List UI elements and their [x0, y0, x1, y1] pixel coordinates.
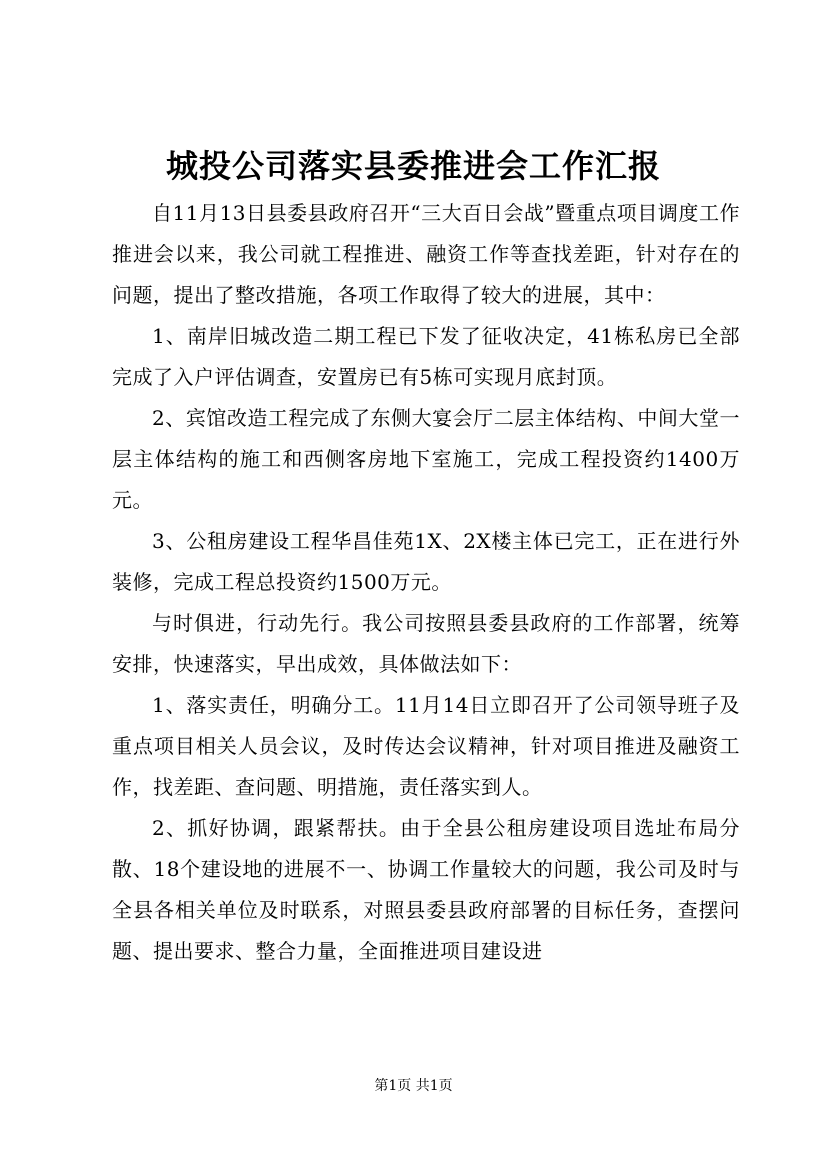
page-footer: 第1页 共1页: [374, 1078, 453, 1094]
paragraph-intro: 自11月13日县委县政府召开“三大百日会战”暨重点项目调度工作推进会以来，我公司就工程推进、融资工作等查找差距，针对存在的问题，提出了整改措施，各项工作取得了较大的进展，其中：: [112, 201, 740, 307]
document-title: 城投公司落实县委推进会工作汇报: [165, 147, 661, 185]
paragraph-item-3: 3、公租房建设工程华昌佳苑1X、2X楼主体已完工，正在进行外装修，完成工程总投资约1500万元。: [112, 529, 740, 594]
paragraph-measures-intro: 与时俱进，行动先行。我公司按照县委县政府的工作部署，统筹安排，快速落实，早出成效，具体做法如下：: [112, 611, 740, 676]
paragraph-measure-1: 1、落实责任，明确分工。11月14日立即召开了公司领导班子及重点项目相关人员会议，及时传达会议精神，针对项目推进及融资工作，找差距、查问题、明措施，责任落实到人。: [112, 693, 740, 799]
paragraph-item-1: 1、南岸旧城改造二期工程已下发了征收决定，41栋私房已全部完成了入户评估调查，安置房已有5栋可实现月底封顶。: [112, 324, 740, 389]
paragraph-measure-2: 2、抓好协调，跟紧帮扶。由于全县公租房建设项目选址布局分散、18个建设地的进展不一、协调工作量较大的问题，我公司及时与全县各相关单位及时联系，对照县委县政府部署的目标任务，查摆问题、提出要求、整合力量，全面推进项目建设进: [112, 816, 740, 963]
paragraph-item-2: 2、宾馆改造工程完成了东侧大宴会厅二层主体结构、中间大堂一层主体结构的施工和西侧客房地下室施工，完成工程投资约1400万元。: [112, 406, 740, 512]
document-body: [112, 193, 740, 972]
